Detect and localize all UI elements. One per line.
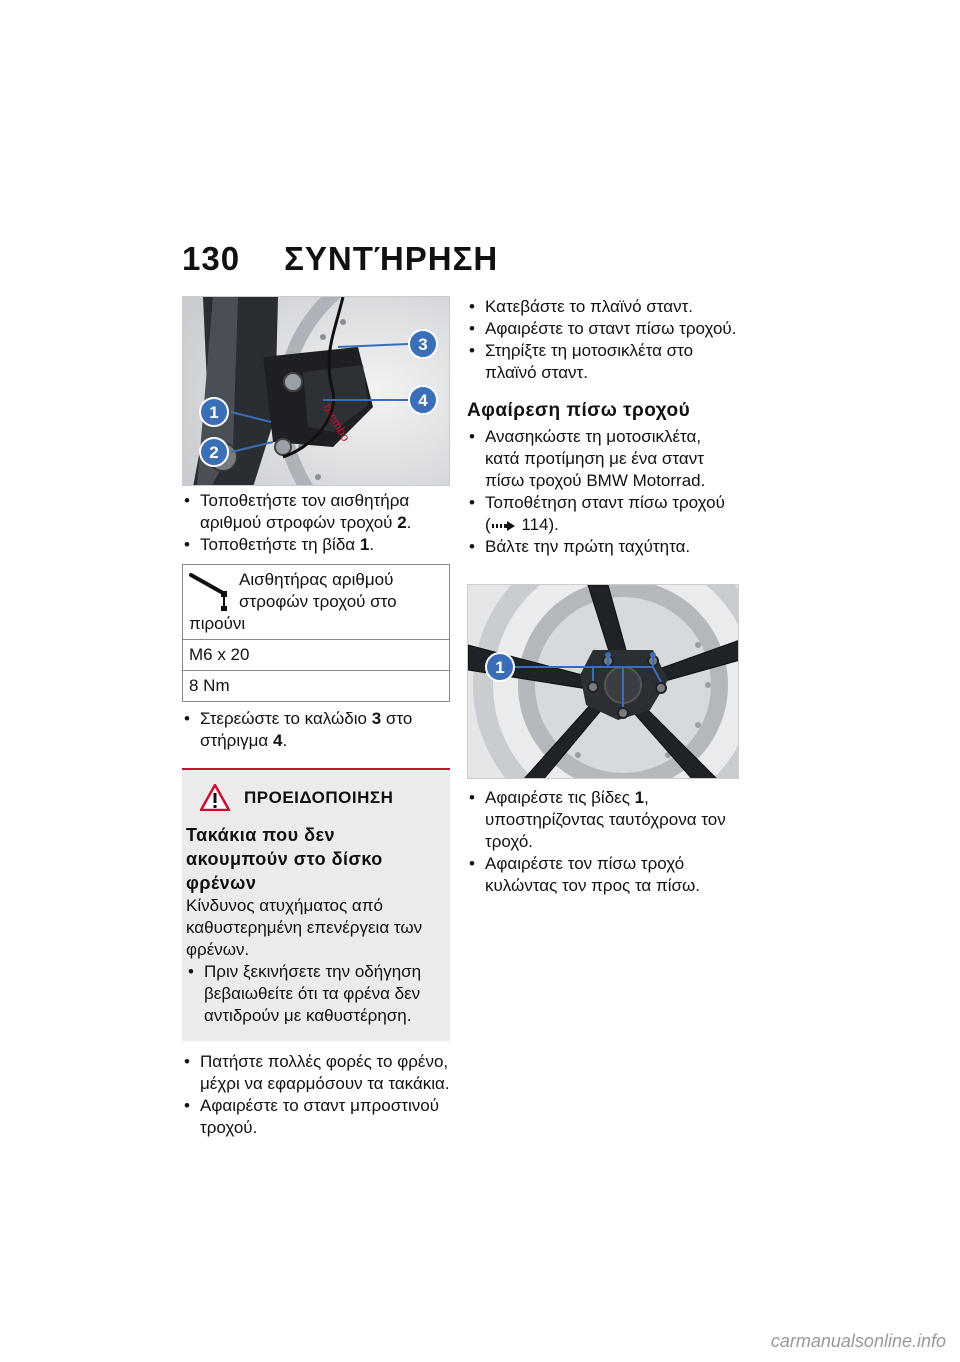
torque-wrench-icon bbox=[189, 569, 237, 613]
spec-title: Αισθητήρας αριθμού στροφών τροχού στο πιρούνι bbox=[189, 570, 397, 633]
steps-list-a bbox=[182, 490, 450, 556]
list-item: • Πριν ξεκινήσετε την οδήγηση βεβαιωθείτε ότι τα φρένα δεν αντιδρούν με καθυστέρηση. bbox=[186, 961, 438, 1027]
section-heading: Αφαίρεση πίσω τροχού bbox=[467, 400, 691, 421]
callout-4: 4 bbox=[418, 391, 428, 410]
warning-header bbox=[200, 784, 438, 811]
torque-spec-table bbox=[182, 564, 450, 702]
warning-list bbox=[186, 961, 438, 1027]
warning-title: Τακάκια που δεν ακουμπούν στο δίσκο φρένων bbox=[186, 825, 383, 893]
list-item: • Κατεβάστε το πλαϊνό σταντ. bbox=[467, 296, 739, 318]
list-item: • Τοποθέτηση σταντ πίσω τροχού ( 114). bbox=[467, 492, 739, 536]
right-column bbox=[467, 296, 739, 897]
list-item: • Αφαιρέστε τον πίσω τροχό κυλώντας τον προς τα πίσω. bbox=[467, 853, 739, 897]
list-item: • Αφαιρέστε τις βίδες 1, υποστηρίζοντας ταυτόχρονα τον τροχό. bbox=[467, 787, 739, 853]
list-item: • Αφαιρέστε το σταντ πίσω τροχού. bbox=[467, 318, 739, 340]
warning-text: Κίνδυνος ατυχήματος από καθυστερημένη επενέργεια των φρένων. bbox=[186, 896, 423, 959]
spec-torque: 8 Nm bbox=[183, 671, 450, 702]
front-fork-illustration bbox=[183, 297, 450, 486]
page-reference-arrow-icon bbox=[491, 520, 517, 532]
list-item: • Ανασηκώστε τη μοτοσικλέτα, κατά προτίμηση με ένα σταντ πίσω τροχού BMW Motorrad. bbox=[467, 426, 739, 492]
list-item: • Αφαιρέστε το σταντ μπροστινού τροχού. bbox=[182, 1095, 450, 1139]
spec-size: M6 x 20 bbox=[183, 640, 450, 671]
brand-label: brembo bbox=[320, 401, 353, 444]
list-item: • Πατήστε πολλές φορές το φρένο, μέχρι να εφαρμόσουν τα τακάκια. bbox=[182, 1051, 450, 1095]
list-item: • Στηρίξτε τη μοτοσικλέτα στο πλαϊνό σταντ. bbox=[467, 340, 739, 384]
callout-1-rear: 1 bbox=[495, 658, 505, 677]
section-title: ΣΥΝΤΉΡΗΣΗ bbox=[284, 240, 499, 277]
warning-box bbox=[182, 768, 450, 1041]
rear-wheel-photo bbox=[467, 584, 739, 779]
warning-triangle-icon bbox=[200, 784, 230, 811]
callout-2: 2 bbox=[209, 443, 219, 462]
list-item: • Στερεώστε το καλώδιο 3 στο στήριγμα 4. bbox=[182, 708, 450, 752]
page-header bbox=[182, 240, 498, 278]
page-reference: 114). bbox=[521, 515, 559, 534]
list-item: • Βάλτε την πρώτη ταχύτητα. bbox=[467, 536, 739, 558]
spec-title-cell bbox=[183, 565, 450, 640]
list-item: • Τοποθετήστε τον αισθητήρα αριθμού στροφών τροχού 2. bbox=[182, 490, 450, 534]
steps-list-b bbox=[182, 708, 450, 752]
steps-list-f bbox=[467, 787, 739, 897]
watermark: carmanualsonline.info bbox=[770, 1331, 946, 1351]
callout-1: 1 bbox=[209, 403, 219, 422]
page-number: 130 bbox=[182, 240, 241, 277]
left-column bbox=[182, 296, 450, 1139]
list-item: • Τοποθετήστε τη βίδα 1. bbox=[182, 534, 450, 556]
warning-label: ΠΡΟΕΙΔΟΠΟΙΗΣΗ bbox=[244, 787, 394, 807]
front-fork-photo bbox=[182, 296, 450, 486]
steps-list-c bbox=[182, 1051, 450, 1139]
steps-list-e bbox=[467, 426, 739, 558]
rear-wheel-illustration bbox=[468, 585, 739, 779]
steps-list-d bbox=[467, 296, 739, 384]
callout-3: 3 bbox=[418, 335, 428, 354]
